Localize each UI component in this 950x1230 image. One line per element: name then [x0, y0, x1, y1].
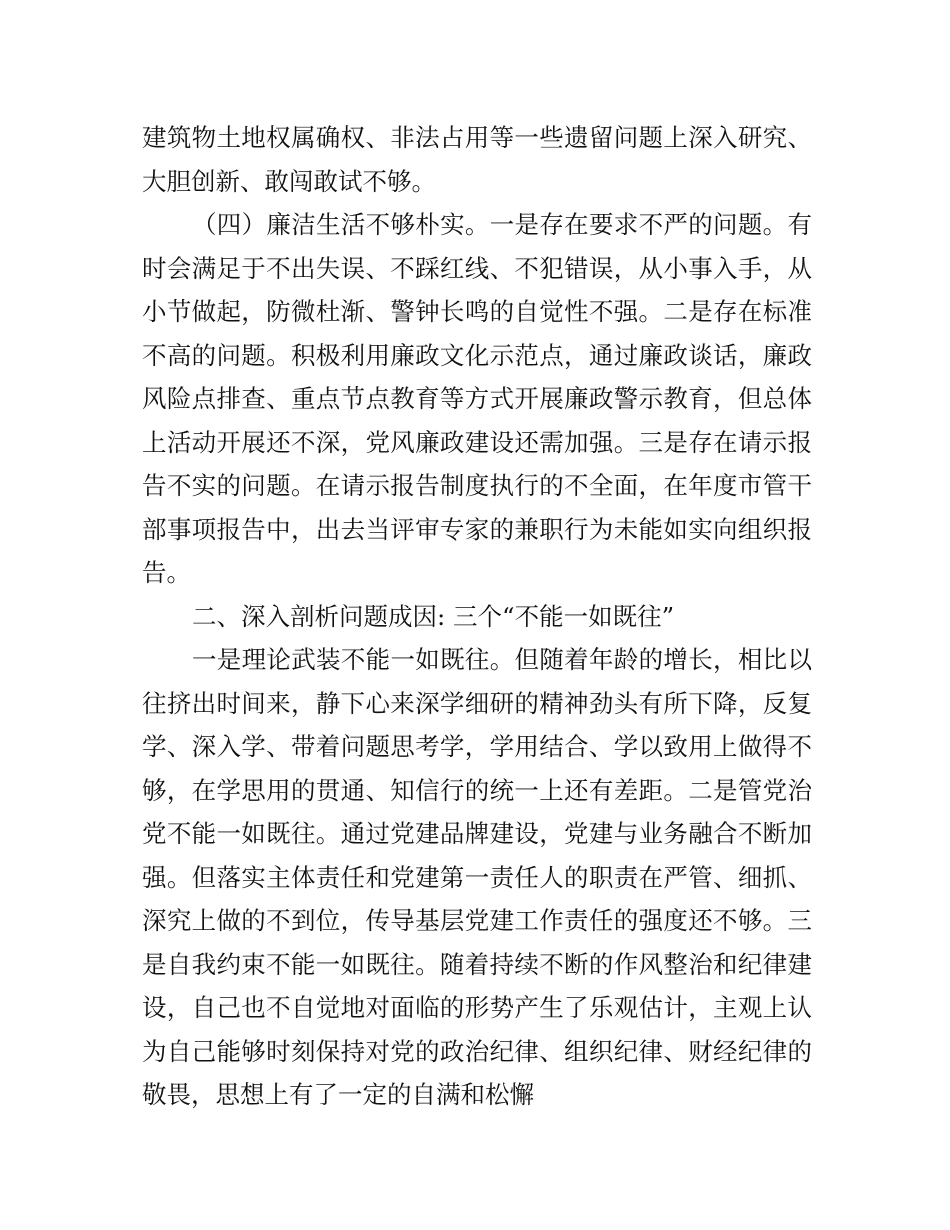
- text-line: 深究上做的不到位，传导基层党建工作责任的强度还不够。三: [142, 906, 812, 935]
- text-line: 党不能一如既往。通过党建品牌建设，党建与业务融合不断加: [142, 819, 812, 848]
- text-line: 学、深入学、带着问题思考学，学用结合、学以致用上做得不: [142, 732, 812, 761]
- text-line: 强。但落实主体责任和党建第一责任人的职责在严管、细抓、: [142, 862, 812, 892]
- text-line: 不高的问题。积极利用廉政文化示范点，通过廉政谈话，廉政: [142, 340, 812, 370]
- section-heading: [142, 595, 812, 639]
- text-line: 时会满足于不出失误、不踩红线、不犯错误，从小事入手，从: [142, 253, 812, 283]
- text-line: 告不实的问题。在请示报告制度执行的不全面，在年度市管干: [142, 471, 812, 500]
- text-line: 风险点排查、重点节点教育等方式开展廉政警示教育，但总体: [142, 384, 812, 413]
- heading-text: 二、深入剖析问题成因: 三个“不能一如既往”: [192, 601, 675, 631]
- text-line: 小节做起，防微杜渐、警钟长鸣的自觉性不强。二是存在标准: [142, 297, 812, 326]
- paragraph-continuation: [142, 116, 812, 203]
- text-line: 往挤出时间来，静下心来深学细研的精神劲头有所下降，反复: [142, 688, 812, 718]
- text-line: 为自己能够时刻保持对党的政治纪律、组织纪律、财经纪律的: [142, 1036, 812, 1066]
- paragraph-causes: [142, 638, 812, 1117]
- text-line: 是自我约束不能一如既往。随着持续不断的作风整治和纪律建: [142, 949, 812, 979]
- text-line: 敬畏，思想上有了一定的自满和松懈: [142, 1080, 534, 1109]
- text-line: 大胆创新、敢闯敢试不够。: [142, 166, 436, 196]
- document-body: [142, 116, 812, 1117]
- paragraph-section-four: [142, 203, 812, 595]
- text-line: 部事项报告中，出去当评审专家的兼职行为未能如实向组织报: [142, 514, 812, 544]
- text-line: 够，在学思用的贯通、知信行的统一上还有差距。二是管党治: [142, 775, 812, 805]
- text-line: 建筑物土地权属确权、非法占用等一些遗留问题上深入研究、: [142, 123, 812, 152]
- text-line: 设，自己也不自觉地对面临的形势产生了乐观估计，主观上认: [142, 993, 812, 1022]
- text-line: 告。: [142, 558, 191, 587]
- text-line: 上活动开展还不深，党风廉政建设还需加强。三是存在请示报: [142, 427, 812, 457]
- text-line: 一是理论武装不能一如既往。但随着年龄的增长，相比以: [192, 645, 812, 674]
- text-line: （四）廉洁生活不够朴实。一是存在要求不严的问题。有: [192, 210, 812, 239]
